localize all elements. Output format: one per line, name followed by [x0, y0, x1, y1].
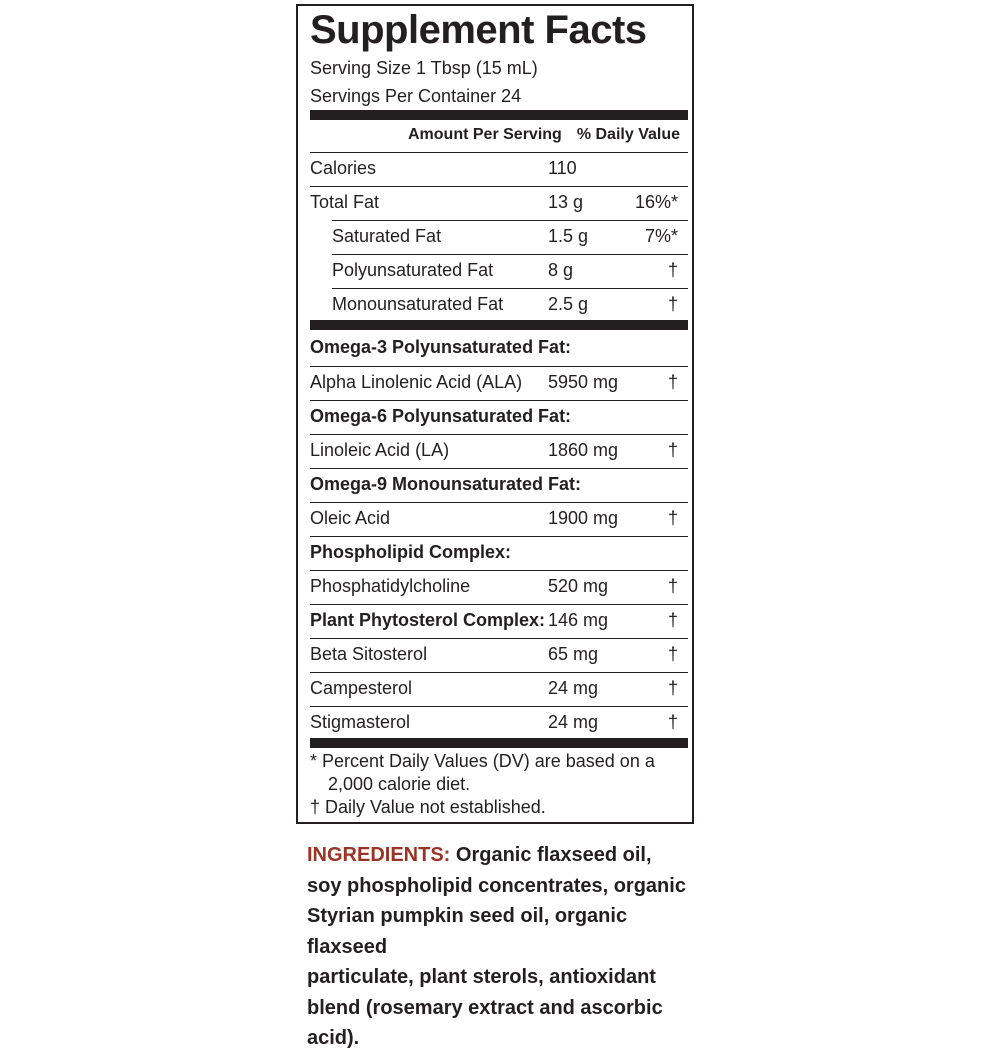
table-row — [310, 468, 688, 502]
footnote-dv-not-established: † Daily Value not established. — [310, 797, 546, 817]
nutrient-dv: † — [667, 260, 678, 280]
section-heading: Omega-6 Polyunsaturated Fat: — [310, 406, 572, 426]
table-row — [310, 604, 688, 638]
ingredients-text: Organic flaxseed oil, — [450, 844, 652, 866]
nutrient-amount: 8 g — [548, 260, 574, 280]
nutrient-amount: 1860 mg — [548, 440, 619, 460]
table-row — [332, 254, 688, 288]
thick-divider — [310, 320, 688, 330]
table-row — [310, 366, 688, 400]
nutrient-amount: 13 g — [548, 192, 584, 212]
table-row — [310, 706, 688, 740]
nutrient-amount: 146 mg — [548, 610, 609, 630]
section-heading: Omega-3 Polyunsaturated Fat: — [310, 337, 572, 357]
section-heading: Phospholipid Complex: — [310, 542, 511, 562]
nutrient-amount: 5950 mg — [548, 372, 619, 392]
section-heading: Plant Phytosterol Complex: — [310, 610, 546, 630]
nutrient-amount: 24 mg — [548, 712, 599, 732]
nutrient-name: Campesterol — [310, 678, 413, 698]
nutrient-amount: 1900 mg — [548, 508, 619, 528]
nutrient-dv: † — [667, 576, 678, 596]
nutrient-dv: † — [667, 440, 678, 460]
nutrient-name: Phosphatidylcholine — [310, 576, 471, 596]
panel-title: Supplement Facts — [310, 8, 647, 52]
table-row — [310, 332, 688, 366]
nutrient-name: Oleic Acid — [310, 508, 391, 528]
nutrient-name: Polyunsaturated Fat — [332, 260, 494, 280]
ingredients-block — [307, 840, 707, 1054]
nutrient-amount: 110 — [548, 158, 577, 178]
nutrient-dv: 16%* — [634, 192, 678, 212]
nutrient-name: Linoleic Acid (LA) — [310, 440, 450, 460]
ingredients-label: INGREDIENTS: — [307, 844, 451, 866]
ingredients-line — [307, 840, 707, 871]
nutrient-dv: † — [667, 644, 678, 664]
nutrient-name: Saturated Fat — [332, 226, 442, 246]
footnote-daily-values: * Percent Daily Values (DV) are based on a — [310, 751, 655, 771]
table-row — [310, 152, 688, 186]
nutrient-name: Monounsaturated Fat — [332, 294, 504, 314]
nutrient-dv: 7%* — [644, 226, 678, 246]
header-daily-value: % Daily Value — [576, 126, 680, 143]
nutrient-dv: † — [667, 372, 678, 392]
table-row — [310, 638, 688, 672]
nutrient-dv: † — [667, 294, 678, 314]
nutrient-amount: 520 mg — [548, 576, 609, 596]
ingredients-line: particulate, plant sterols, antioxidant — [307, 966, 656, 988]
table-row — [332, 288, 688, 322]
servings-per-container: Servings Per Container 24 — [310, 86, 522, 106]
nutrient-name: Total Fat — [310, 192, 380, 212]
header-amount-per-serving: Amount Per Serving — [408, 126, 562, 143]
table-row — [310, 400, 688, 434]
supplement-facts-panel — [296, 4, 694, 824]
footnote-calorie-diet: 2,000 calorie diet. — [328, 774, 471, 794]
nutrient-dv: † — [667, 678, 678, 698]
nutrient-name: Stigmasterol — [310, 712, 411, 732]
table-row — [310, 570, 688, 604]
table-row — [310, 672, 688, 706]
thick-divider — [310, 110, 688, 120]
nutrient-dv: † — [667, 508, 678, 528]
nutrient-amount: 1.5 g — [548, 226, 589, 246]
table-row — [310, 502, 688, 536]
ingredients-line: Styrian pumpkin seed oil, organic flaxseed — [307, 905, 628, 958]
table-row — [310, 186, 688, 220]
nutrient-dv: † — [667, 712, 678, 732]
nutrient-dv: † — [667, 610, 678, 630]
table-row — [332, 220, 688, 254]
nutrient-amount: 65 mg — [548, 644, 599, 664]
section-heading: Omega-9 Monounsaturated Fat: — [310, 474, 582, 494]
nutrient-name: Calories — [310, 158, 377, 178]
ingredients-line: blend (rosemary extract and ascorbic acid). — [307, 996, 663, 1049]
nutrient-name: Alpha Linolenic Acid (ALA) — [310, 372, 523, 392]
nutrient-name: Beta Sitosterol — [310, 644, 428, 664]
nutrient-amount: 2.5 g — [548, 294, 589, 314]
ingredients-line: soy phospholipid concentrates, organic — [307, 874, 686, 897]
thick-divider — [310, 738, 688, 748]
table-row — [310, 434, 688, 468]
table-row — [310, 536, 688, 570]
serving-size: Serving Size 1 Tbsp (15 mL) — [310, 58, 538, 78]
nutrient-amount: 24 mg — [548, 678, 599, 698]
